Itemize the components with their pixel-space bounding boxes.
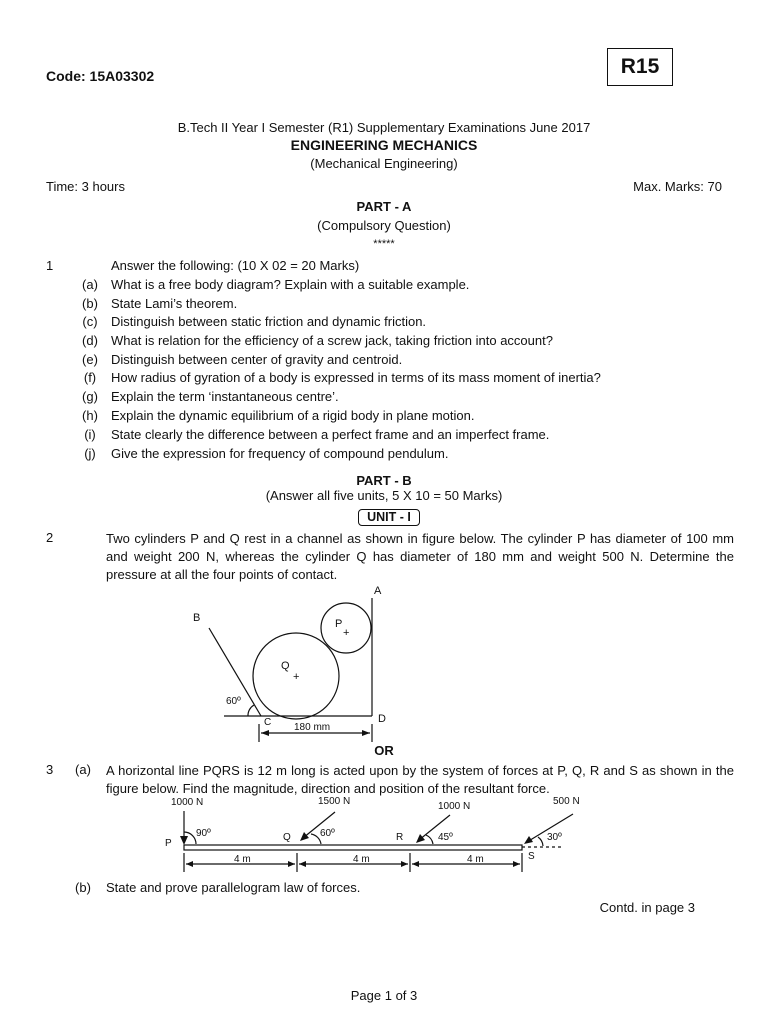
point-label-r: R <box>396 832 404 843</box>
question-2-number: 2 <box>46 530 54 545</box>
item-text: Explain the dynamic equilibrium of a rigid body in plane motion. <box>111 408 475 423</box>
angle-label-r: 45º <box>438 832 453 843</box>
item-text: Explain the term ‘instantaneous centre’. <box>111 389 339 404</box>
continued-note: Contd. in page 3 <box>599 900 695 915</box>
item-text: State clearly the difference between a perfect frame and an imperfect frame. <box>111 427 550 442</box>
exam-title: B.Tech II Year I Semester (R1) Supplementary Examinations June 2017 <box>177 120 591 135</box>
item-text: Give the expression for frequency of compound pendulum. <box>111 446 449 461</box>
subject-title: ENGINEERING MECHANICS <box>290 137 478 153</box>
page-number: Page 1 of 3 <box>350 988 418 1003</box>
label-a: A <box>374 585 382 597</box>
item-label: (b) <box>82 296 98 311</box>
question-paper-code: Code: 15A03302 <box>46 68 155 84</box>
label-d: D <box>378 713 386 725</box>
item-label: (i) <box>84 427 96 442</box>
point-label-q: Q <box>283 832 291 843</box>
part-b-subtitle: (Answer all five units, 5 X 10 = 50 Marks) <box>265 488 503 503</box>
item-text: Distinguish between static friction and dynamic friction. <box>111 314 427 329</box>
center-mark-p: + <box>343 627 350 639</box>
distance-label-qr: 4 m <box>353 854 370 865</box>
item-label: (j) <box>84 446 96 461</box>
question-3b-text: State and prove parallelogram law of forces. <box>106 880 361 895</box>
item-text: How radius of gyration of a body is expressed in terms of its mass moment of inertia? <box>111 370 601 385</box>
regulation-box: R15 <box>607 48 673 86</box>
branch-name: (Mechanical Engineering) <box>310 156 458 171</box>
max-marks: Max. Marks: 70 <box>633 179 722 194</box>
item-label: (a) <box>82 277 98 292</box>
part-a-subtitle: (Compulsory Question) <box>317 218 451 233</box>
distance-label-rs: 4 m <box>467 854 484 865</box>
question-3a-label: (a) <box>75 762 91 777</box>
angle-arc-r <box>426 835 433 844</box>
question-1-instruction: Answer the following: (10 X 02 = 20 Marks) <box>111 258 360 273</box>
question-2-text: Two cylinders P and Q rest in a channel as shown in figure below. The cylinder P has diameter of 100 mm and weight 200 N, whereas the cylinder Q has diameter of 180 mm and weight 500 N. Determine the pressure at all the four points of contact. <box>106 531 734 582</box>
angle-label-60: 60º <box>226 696 241 707</box>
or-separator: OR <box>374 743 394 758</box>
exam-duration: Time: 3 hours <box>46 179 125 194</box>
label-c: C <box>264 717 272 728</box>
beam-pqrs <box>184 845 522 850</box>
question-3-number: 3 <box>46 762 54 777</box>
unit-label: UNIT - I <box>358 509 420 526</box>
angle-label-q: 60º <box>320 828 335 839</box>
item-text: What is relation for the efficiency of a screw jack, taking friction into account? <box>111 333 553 348</box>
item-label: (g) <box>82 389 98 404</box>
angle-arc-s <box>538 837 543 846</box>
force-label-s: 500 N <box>553 796 580 807</box>
distance-label-pq: 4 m <box>234 854 251 865</box>
item-label: (c) <box>82 314 98 329</box>
item-text: Distinguish between center of gravity and centroid. <box>111 352 403 367</box>
separator-stars: ***** <box>373 238 395 250</box>
angle-label-s: 30º <box>547 832 562 843</box>
part-a-title: PART - A <box>356 199 412 214</box>
force-label-r: 1000 N <box>438 801 471 812</box>
item-text: What is a free body diagram? Explain with a suitable example. <box>111 277 470 292</box>
item-label: (f) <box>83 370 97 385</box>
label-p: P <box>335 618 343 630</box>
item-label: (h) <box>82 408 98 423</box>
force-label-q: 1500 N <box>318 796 351 807</box>
label-b: B <box>193 612 201 624</box>
item-label: (d) <box>82 333 98 348</box>
question-1-number: 1 <box>46 258 54 273</box>
force-label-p: 1000 N <box>171 797 204 808</box>
point-label-s: S <box>528 851 535 862</box>
part-b-title: PART - B <box>356 473 412 488</box>
angle-label-p: 90º <box>196 828 211 839</box>
question-3a-text: A horizontal line PQRS is 12 m long is acted upon by the system of forces at P, Q, R and S as shown in the figure below. Find the magnitude, direction and position of the resultant force. <box>106 763 734 796</box>
question-3b-label: (b) <box>75 880 91 895</box>
point-label-p: P <box>165 838 172 849</box>
dimension-label-180mm: 180 mm <box>294 722 331 733</box>
item-text: State Lami’s theorem. <box>111 296 238 311</box>
item-label: (e) <box>82 352 98 367</box>
center-mark-q: + <box>293 671 300 683</box>
label-q: Q <box>281 660 290 672</box>
